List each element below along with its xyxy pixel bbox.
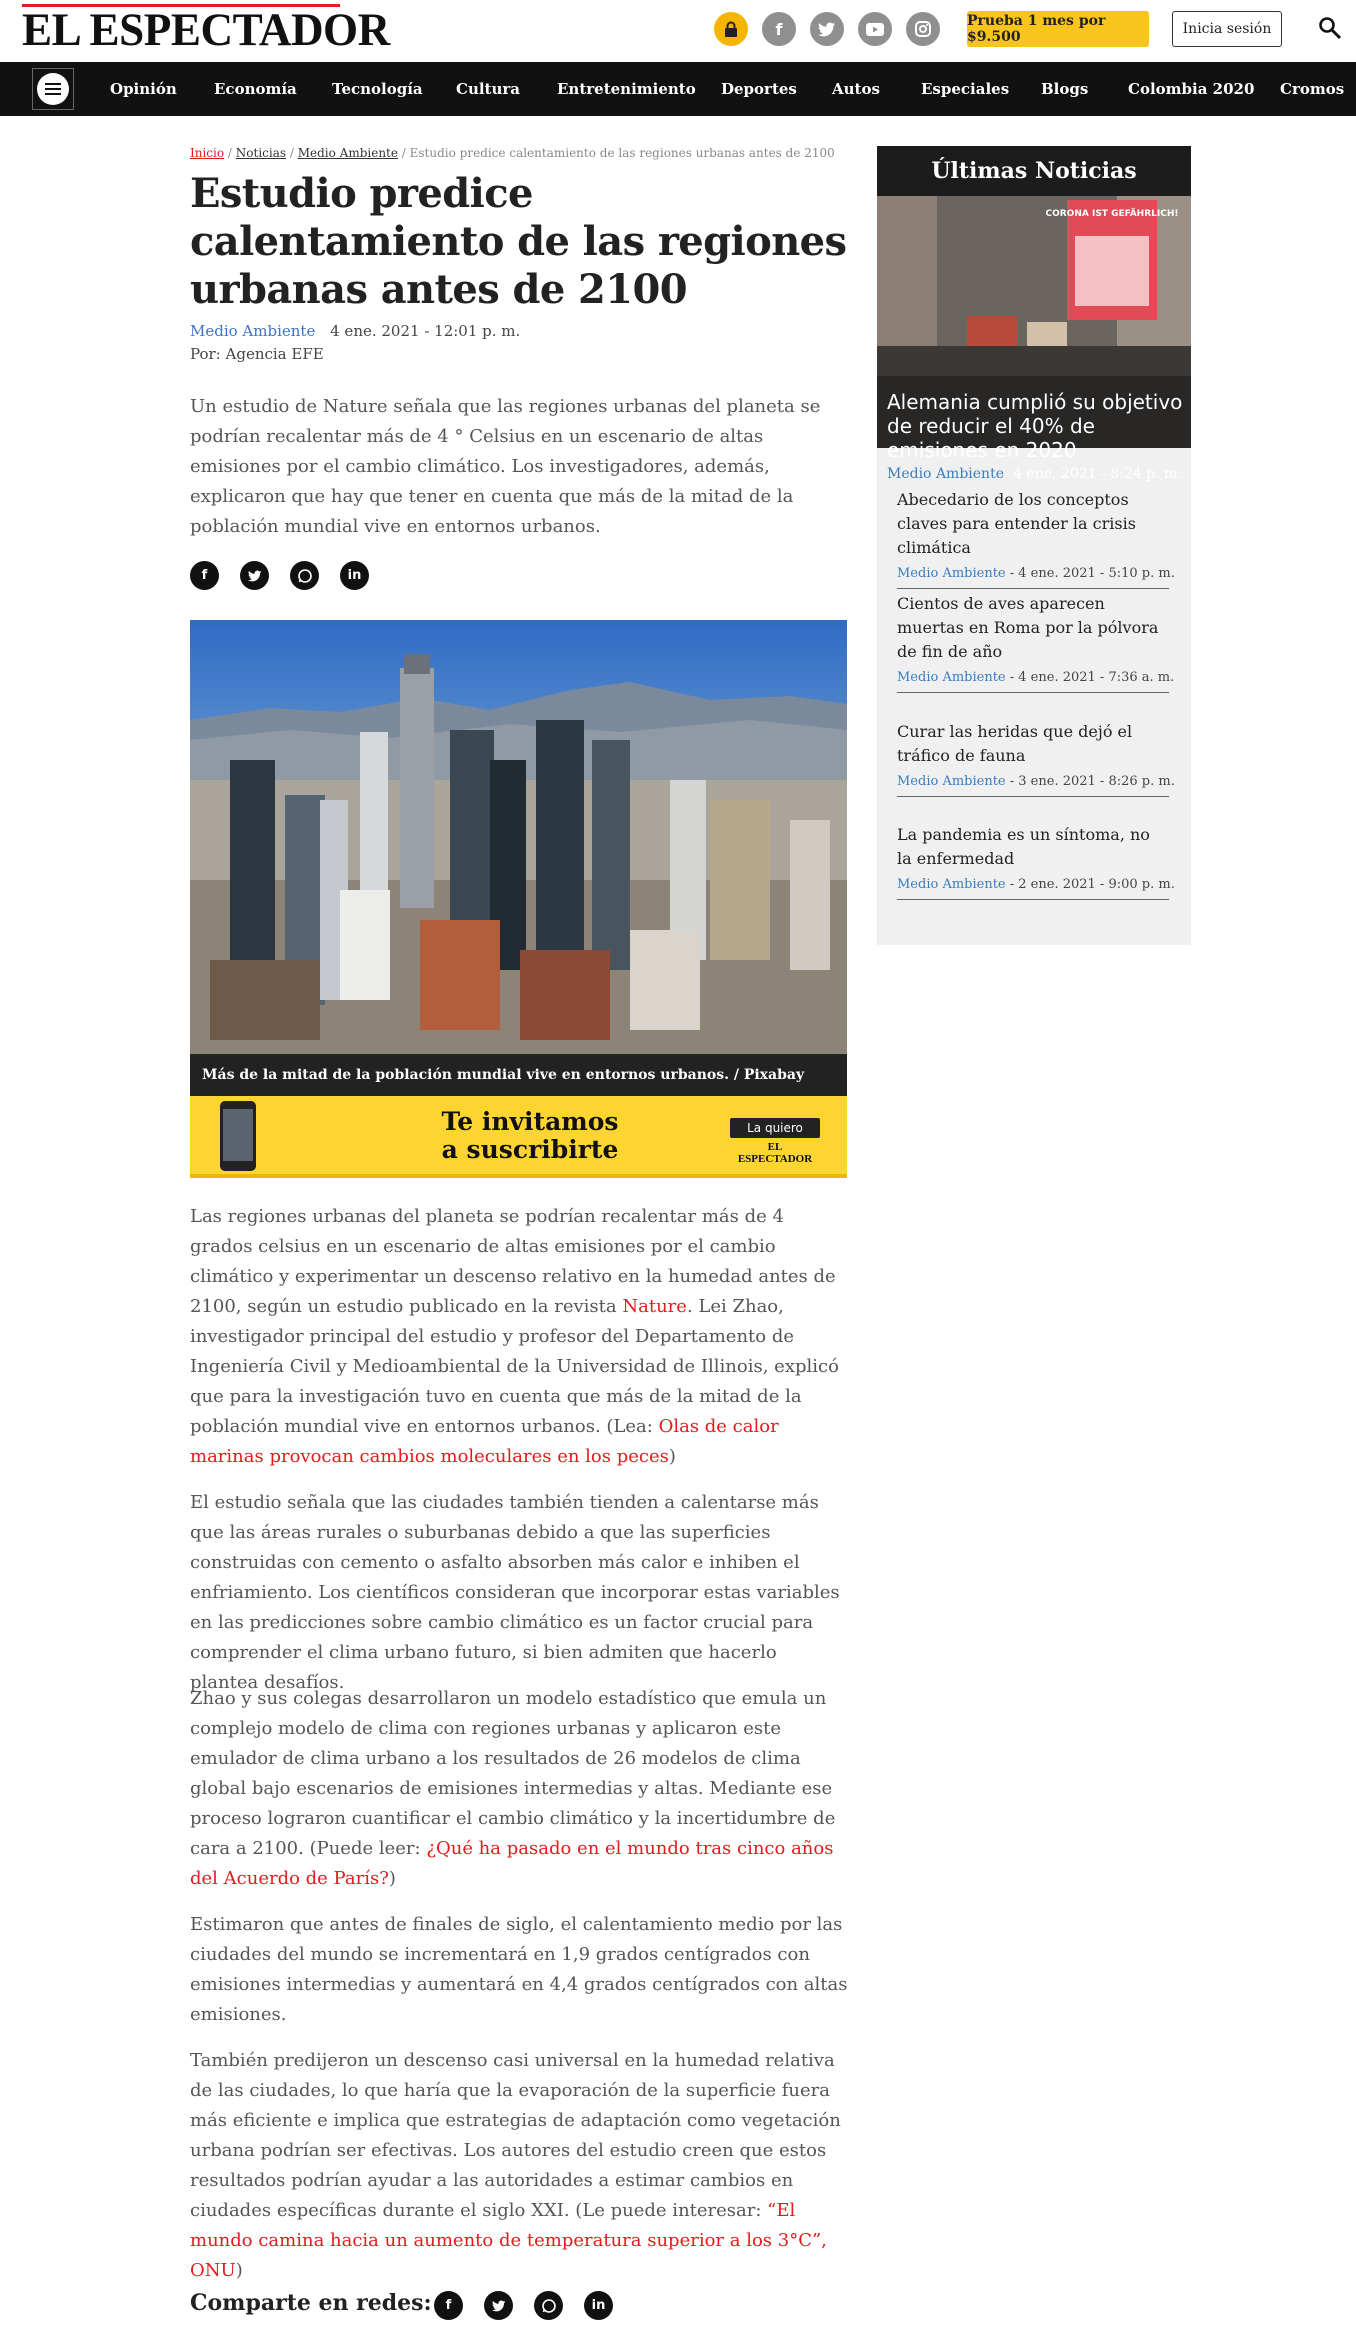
related-link-onu[interactable]: “El mundo camina hacia un aumento de temperatura superior a los 3°C”, ONU (190, 2200, 827, 2281)
article-paragraph-4: Estimaron que antes de finales de siglo, el calentamiento medio por las ciudades del mundo se incrementará en 1,9 grados centígrados con emisiones intermedias y aumentará en 4,4 grados centígrados con altas emisiones. (190, 1914, 848, 2025)
article-meta (190, 322, 520, 340)
sidebar-news-title[interactable]: Cientos de aves aparecen muertas en Roma por la pólvora de fin de año (897, 594, 1159, 661)
site-logo[interactable]: EL ESPECTADOR (22, 4, 390, 56)
sidebar-news-item[interactable] (897, 592, 1175, 693)
nav-item-entretenimiento[interactable]: Entretenimiento (557, 80, 696, 98)
article-paragraph-3 (190, 1684, 850, 1894)
linkedin-icon[interactable]: in (340, 561, 369, 590)
article-byline: Por: Agencia EFE (190, 345, 324, 363)
nature-link[interactable]: Nature (622, 1296, 687, 1317)
sidebar-news-date: - 4 ene. 2021 - 5:10 p. m. (1005, 566, 1175, 581)
paragraph-text: Zhao y sus colegas desarrollaron un modelo estadístico que emula un complejo modelo de clima con regiones urbanas y aplicaron este emulador de clima urbano a los resultados de 26 modelos de clima global bajo escenarios de emisiones intermedias y altas. Mediante ese proceso lograron cuantificar el cambio climático y la incertidumbre de cara a 2100. (Puede leer: (190, 1688, 836, 1859)
image-caption: Más de la mitad de la población mundial vive en entornos urbanos. / Pixabay (190, 1054, 847, 1096)
sidebar-news-date: - 4 ene. 2021 - 7:36 a. m. (1005, 670, 1175, 685)
sidebar-news-meta (897, 668, 1175, 692)
breadcrumb-section[interactable]: Medio Ambiente (297, 146, 398, 160)
breadcrumb-news[interactable]: Noticias (235, 146, 287, 160)
latest-news-sidebar (877, 146, 1191, 945)
sidebar-news-item[interactable] (897, 823, 1175, 900)
instagram-icon[interactable] (906, 12, 940, 46)
trial-button[interactable]: Prueba 1 mes por $9.500 (967, 11, 1149, 47)
subscribe-banner[interactable] (190, 1096, 847, 1178)
breadcrumb: Inicio / Noticias / Medio Ambiente / Estudio predice calentamiento de las regiones urbanas antes de 2100 (190, 146, 835, 160)
whatsapp-icon[interactable] (290, 561, 319, 590)
subscribe-cta[interactable] (730, 1118, 820, 1165)
facebook-icon[interactable]: f (762, 12, 796, 46)
twitter-icon[interactable] (810, 12, 844, 46)
sign-text: CORONA IST GEFÄHRLICH! (1045, 209, 1179, 219)
header-social-icons (714, 12, 940, 46)
nav-item-colombia-2020[interactable]: Colombia 2020 (1128, 80, 1255, 98)
sidebar-news-meta (897, 564, 1175, 588)
top-header (0, 0, 1356, 62)
lock-icon[interactable] (714, 12, 748, 46)
share-label: Comparte en redes: (190, 2290, 432, 2316)
subscribe-cta-logo: EL ESPECTADOR (737, 1141, 813, 1165)
paragraph-text: . Lei Zhao, investigador principal del estudio y profesor del Departamento de Ingeniería Civil y Medioambiental de la Universidad de Illinois, explicó que para la investigación tuvo en cuenta que más de la mitad de la población mundial vive en entornos urbanos. (Lea: (190, 1296, 839, 1437)
sidebar-news-section[interactable]: Medio Ambiente (897, 774, 1006, 789)
paragraph-text: También predijeron un descenso casi universal en la humedad relativa de las ciudades, lo que haría que la evaporación de la superficie fuera más eficiente e implica que estrategias de adaptación como vegetación urbana podrían ser efectivas. Los autores del estudio creen que estos resultados podrían ayudar a las autoridades a estimar cambios en ciudades específicas durante el siglo XXI. (Le puede interesar: (190, 2050, 841, 2221)
subscribe-banner-text: Te invitamos a suscribirte (441, 1107, 619, 1164)
search-icon[interactable] (1318, 16, 1342, 40)
paragraph-text: ) (668, 1446, 676, 1467)
sidebar-news-title[interactable]: La pandemia es un síntoma, no la enfermedad (897, 825, 1150, 868)
menu-button[interactable] (32, 68, 74, 110)
article-paragraph-5 (190, 2046, 850, 2286)
share-bar-top (190, 561, 369, 590)
twitter-icon[interactable] (240, 561, 269, 590)
subscribe-cta-button[interactable]: La quiero (730, 1118, 820, 1138)
breadcrumb-current: Estudio predice calentamiento de las regiones urbanas antes de 2100 (409, 146, 835, 160)
nav-item-opinion[interactable]: Opinión (110, 80, 177, 98)
nav-item-deportes[interactable]: Deportes (721, 80, 797, 98)
login-button[interactable]: Inicia sesión (1172, 11, 1282, 47)
twitter-icon[interactable] (484, 2291, 513, 2320)
sidebar-news-date: - 3 ene. 2021 - 8:26 p. m. (1005, 774, 1175, 789)
main-nav (0, 62, 1356, 116)
sidebar-news-item[interactable] (897, 488, 1175, 589)
sidebar-news-item[interactable] (897, 720, 1175, 797)
facebook-icon[interactable]: f (434, 2291, 463, 2320)
paragraph-text: ) (235, 2260, 243, 2281)
facebook-icon[interactable]: f (190, 561, 219, 590)
whatsapp-icon[interactable] (534, 2291, 563, 2320)
youtube-icon[interactable] (858, 12, 892, 46)
nav-item-cromos[interactable]: Cromos (1280, 80, 1345, 98)
breadcrumb-home[interactable]: Inicio (190, 146, 225, 160)
article-paragraph-2: El estudio señala que las ciudades también tienden a calentarse más que las áreas rurales o suburbanas debido a que las superficies construidas con cemento o asfalto absorben más calor e inhiben el enfriamiento. Los científicos consideran que incorporar estas variables en las predicciones sobre cambio climático es un factor crucial para comprender el clima urbano futuro, si bien admiten que hacerlo plantea desafíos. (190, 1492, 840, 1693)
paragraph-text: ) (388, 1868, 396, 1889)
nav-item-cultura[interactable]: Cultura (456, 80, 520, 98)
linkedin-icon[interactable]: in (584, 2291, 613, 2320)
sidebar-title: Últimas Noticias (877, 146, 1191, 196)
sidebar-news-meta (897, 772, 1175, 796)
sidebar-news-date: - 2 ene. 2021 - 9:00 p. m. (1005, 877, 1175, 892)
share-bar-bottom (434, 2291, 613, 2320)
hamburger-icon (37, 73, 69, 105)
sidebar-news-section[interactable]: Medio Ambiente (897, 670, 1006, 685)
sidebar-news-title[interactable]: Abecedario de los conceptos claves para entender la crisis climática (897, 490, 1136, 557)
featured-story-title[interactable]: Alemania cumplió su objetivo de reducir el 40% de emisiones en 2020 (887, 390, 1183, 462)
article-lead: Un estudio de Nature señala que las regiones urbanas del planeta se podrían recalentar más de 4 ° Celsius en un escenario de altas emisiones por el cambio climático. Los investigadores, además, explicaron que hay que tener en cuenta que más de la mitad de la población mundial vive en entornos urbanos. (190, 396, 821, 537)
article-paragraph-1 (190, 1202, 850, 1472)
article-date: 4 ene. 2021 - 12:01 p. m. (330, 322, 521, 340)
svg-text:CORONA IST GEFÄHRLICH! (1046, 208, 1179, 219)
sidebar-news-section[interactable]: Medio Ambiente (897, 566, 1006, 581)
phone-icon (220, 1101, 256, 1171)
article-title: Estudio predice calentamiento de las regiones urbanas antes de 2100 (190, 170, 847, 313)
nav-item-blogs[interactable]: Blogs (1041, 80, 1089, 98)
sidebar-featured-story[interactable] (877, 196, 1191, 482)
featured-story-section[interactable]: Medio Ambiente (887, 466, 1004, 482)
nav-item-tecnologia[interactable]: Tecnología (332, 80, 423, 98)
paragraph-text: Las regiones urbanas del planeta se podrían recalentar más de 4 grados celsius en un escenario de altas emisiones por el cambio climático y experimentar un descenso relativo en la humedad antes de 2100, según un estudio publicado en la revista (190, 1206, 836, 1317)
article-image (190, 620, 847, 1054)
city-skyline-image (190, 620, 847, 1054)
sidebar-news-meta (897, 875, 1175, 899)
nav-item-especiales[interactable]: Especiales (921, 80, 1010, 98)
featured-story-date: - 4 ene. 2021 - 8:24 p. m. (1003, 466, 1182, 482)
nav-item-autos[interactable]: Autos (832, 80, 880, 98)
nav-item-economia[interactable]: Economía (214, 80, 297, 98)
article-section-link[interactable]: Medio Ambiente (190, 322, 316, 340)
featured-story-meta (887, 466, 1182, 482)
related-link-olas-de-calor[interactable]: Olas de calor marinas provocan cambios moleculares en los peces (190, 1416, 779, 1467)
sidebar-news-title[interactable]: Curar las heridas que dejó el tráfico de fauna (897, 722, 1133, 765)
sidebar-news-section[interactable]: Medio Ambiente (897, 877, 1006, 892)
related-link-acuerdo-de-paris[interactable]: ¿Qué ha pasado en el mundo tras cinco años del Acuerdo de París? (190, 1838, 834, 1889)
